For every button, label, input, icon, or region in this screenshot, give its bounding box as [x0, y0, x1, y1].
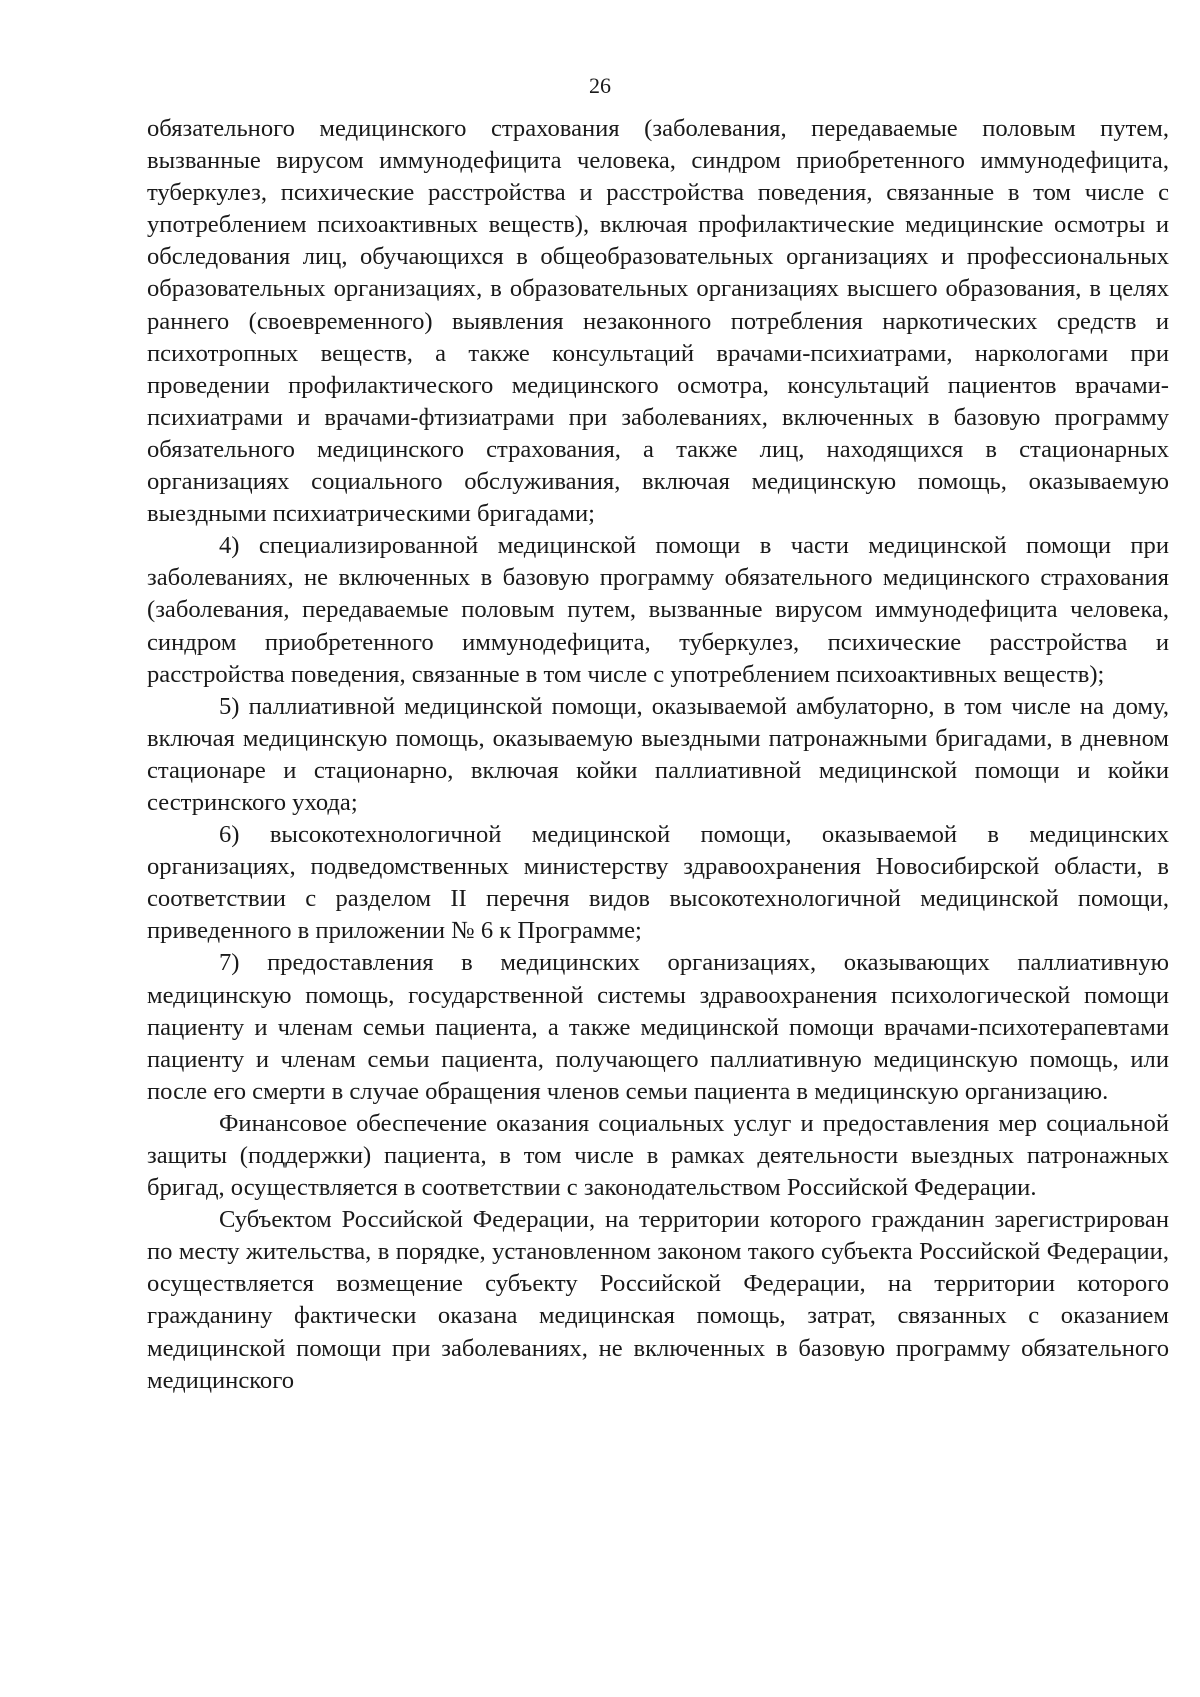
paragraph-item-4: 4) специализированной медицинской помощи в части медицинской помощи при заболеваниях, не включенных в базовую программу обязательного медицинского страхования (заболевания, передаваемые половым путем, вызванные вирусом иммунодефицита человека, синдром приобретенного иммунодефицита, туберкулез, психические расстройства и расстройства поведения, связанные в том числе с употреблением психоактивных веществ);	[147, 532, 1169, 688]
page-number: 26	[589, 73, 611, 98]
paragraph-financing: Финансовое обеспечение оказания социальных услуг и предоставления мер социальной защиты (поддержки) пациента, в том числе в рамках деятельности выездных патронажных бригад, осуществляется в соответствии с законодательством Российской Федерации.	[147, 1109, 1169, 1202]
paragraph-item-6: 6) высокотехнологичной медицинской помощи, оказываемой в медицинских организациях, подведомственных министерству здравоохранения Новосибирской области, в соответствии с разделом II перечня видов высокотехнологичной медицинской помощи, приведенного в приложении № 6 к Программе;	[147, 821, 1169, 945]
paragraph-item-5: 5) паллиативной медицинской помощи, оказываемой амбулаторно, в том числе на дому, включая медицинскую помощь, оказываемую выездными патронажными бригадами, в дневном стационаре и стационарно, включая койки паллиативной медицинской помощи и койки сестринского ухода;	[147, 692, 1169, 816]
paragraph-item-7: 7) предоставления в медицинских организациях, оказывающих паллиативную медицинскую помощь, государственной системы здравоохранения психологической помощи пациенту и членам семьи пациента, а также медицинской помощи врачами-психотерапевтами пациенту и членам семьи пациента, получающего паллиативную медицинскую помощь, или после его смерти в случае обращения членов семьи пациента в медицинскую организацию.	[147, 949, 1169, 1105]
body-text	[147, 113, 1169, 1397]
paragraph-subject-reimbursement: Субъектом Российской Федерации, на территории которого гражданин зарегистрирован по месту жительства, в порядке, установленном законом такого субъекта Российской Федерации, осуществляется возмещение субъекту Российской Федерации, на территории которого гражданину фактически оказана медицинская помощь, затрат, связанных с оказанием медицинской помощи при заболеваниях, не включенных в базовую программу обязательного медицинского	[147, 1206, 1169, 1394]
paragraph-continuation: обязательного медицинского страхования (заболевания, передаваемые половым путем, вызванные вирусом иммунодефицита человека, синдром приобретенного иммунодефицита, туберкулез, психические расстройства и расстройства поведения, связанные в том числе с употреблением психоактивных веществ), включая профилактические медицинские осмотры и обследования лиц, обучающихся в общеобразовательных организациях и профессиональных образовательных организациях, в образовательных организациях высшего образования, в целях раннего (своевременного) выявления незаконного потребления наркотических средств и психотропных веществ, а также консультаций врачами-психиатрами, наркологами при проведении профилактического медицинского осмотра, консультаций пациентов врачами-психиатрами и врачами-фтизиатрами при заболеваниях, включенных в базовую программу обязательного медицинского страхования, а также лиц, находящихся в стационарных организациях социального обслуживания, включая медицинскую помощь, оказываемую выездными психиатрическими бригадами;	[147, 115, 1169, 528]
